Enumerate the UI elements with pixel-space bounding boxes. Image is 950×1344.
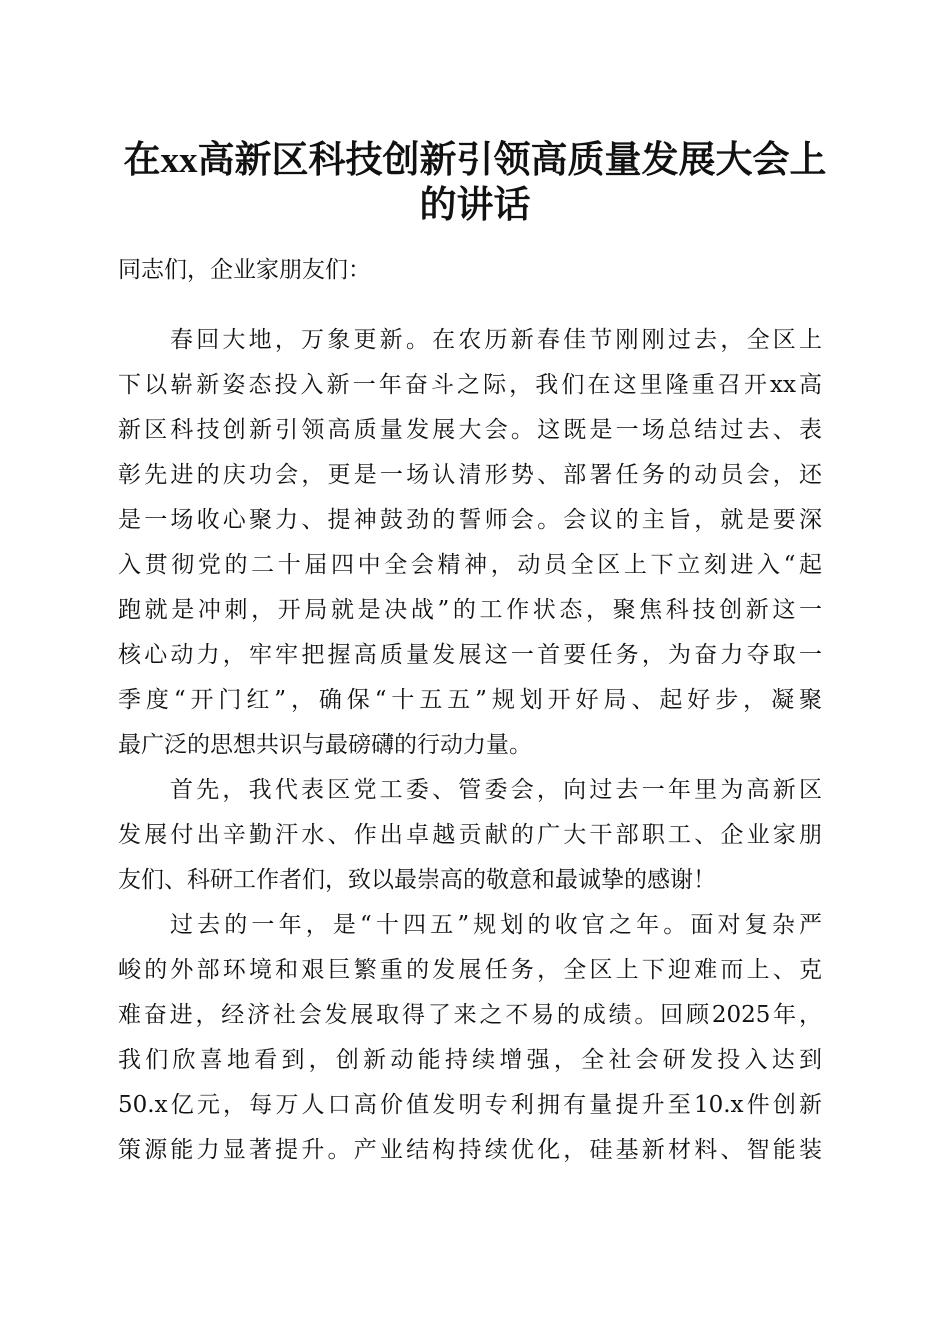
- paragraph-1-line: 春回大地，万象更新。在农历新春佳节刚刚过去，全区上: [170, 327, 822, 353]
- paragraph-1-line: 核心动力，牢牢把握高质量发展这一首要任务，为奋力夺取一: [118, 642, 822, 668]
- paragraph-3-line: 难奋进，经济社会发展取得了来之不易的成绩。回顾2025年，: [118, 1002, 822, 1028]
- paragraph-3-line: 过去的一年，是“十四五”规划的收官之年。面对复杂严: [170, 912, 822, 938]
- paragraph-1-line: 彰先进的庆功会，更是一场认清形势、部署任务的动员会，还: [118, 462, 822, 488]
- paragraph-1-line: 最广泛的思想共识与最磅礴的行动力量。: [118, 732, 532, 758]
- paragraph-1-line: 季度“开门红”，确保“十五五”规划开好局、起好步，凝聚: [118, 687, 822, 713]
- paragraph-1-line: 新区科技创新引领高质量发展大会。这既是一场总结过去、表: [118, 417, 822, 443]
- paragraph-1-line: 是一场收心聚力、提神鼓劲的誓师会。会议的主旨，就是要深: [118, 507, 822, 533]
- paragraph-2-line: 友们、科研工作者们，致以最崇高的敬意和最诚挚的感谢！: [118, 867, 716, 893]
- paragraph-1-line: 跑就是冲刺，开局就是决战”的工作状态，聚焦科技创新这一: [118, 597, 822, 623]
- paragraph-3-line: 策源能力显著提升。产业结构持续优化，硅基新材料、智能装: [118, 1137, 822, 1163]
- paragraph-1-line: 下以崭新姿态投入新一年奋斗之际，我们在这里隆重召开xx高: [118, 372, 822, 398]
- title-line-2: 的讲话: [419, 185, 531, 226]
- greeting: 同志们，企业家朋友们：: [118, 257, 371, 283]
- paragraph-3-line: 50.x亿元，每万人口高价值发明专利拥有量提升至10.x件创新: [118, 1092, 822, 1118]
- paragraph-3-line: 我们欣喜地看到，创新动能持续增强，全社会研发投入达到: [118, 1047, 822, 1073]
- paragraph-2-line: 发展付出辛勤汗水、作出卓越贡献的广大干部职工、企业家朋: [118, 822, 822, 848]
- title-line-1: 在xx高新区科技创新引领高质量发展大会上: [123, 140, 827, 181]
- paragraph-1-line: 入贯彻党的二十届四中全会精神，动员全区上下立刻进入“起: [118, 552, 822, 578]
- paragraph-3-line: 峻的外部环境和艰巨繁重的发展任务，全区上下迎难而上、克: [118, 957, 822, 983]
- paragraph-2-line: 首先，我代表区党工委、管委会，向过去一年里为高新区: [170, 777, 822, 803]
